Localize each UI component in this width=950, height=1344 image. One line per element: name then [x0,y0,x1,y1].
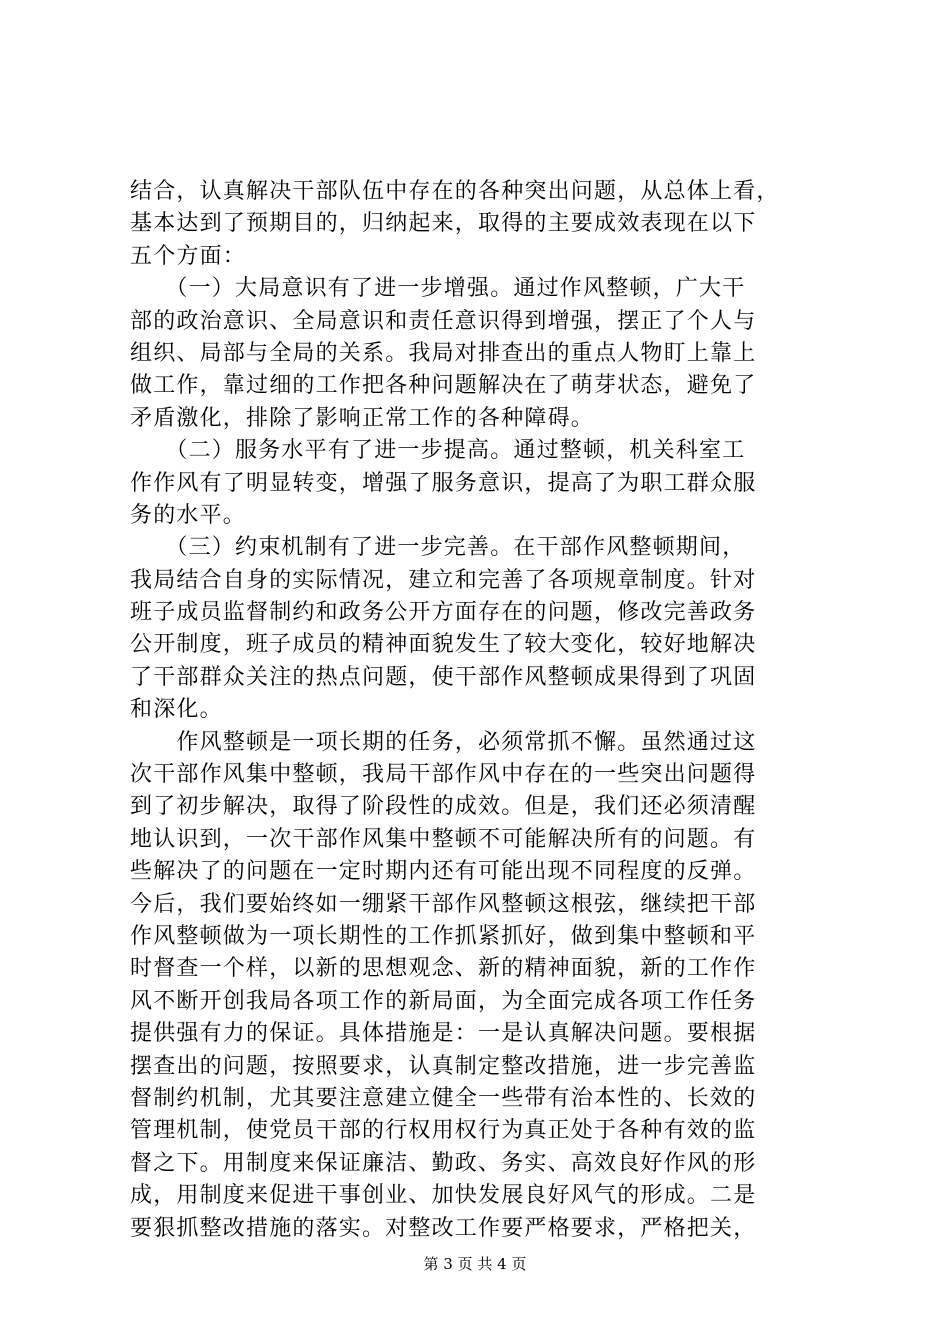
text-line: 今后，我们要始终如一绷紧干部作风整顿这根弦，继续把干部 [130,891,757,917]
text-line: （一）大局意识有了进一步增强。通过作风整顿，广大干 [130,276,746,302]
text-line: 了干部群众关注的热点问题，使干部作风整顿成果得到了巩固 [130,664,757,690]
text-line: 要狠抓整改措施的落实。对整改工作要严格要求，严格把关， [130,1215,757,1241]
text-line: 时督查一个样，以新的思想观念、新的精神面貌，新的工作作 [130,956,757,982]
text-line: 作风整顿是一项长期的任务，必须常抓不懈。虽然通过这 [130,729,757,755]
text-line: 矛盾激化，排除了影响正常工作的各种障碍。 [130,405,595,431]
text-line: 到了初步解决，取得了阶段性的成效。但是，我们还必须清醒 [130,794,757,820]
text-line: 和深化。 [130,697,223,723]
text-line: 作作风有了明显转变，增强了服务意识，提高了为职工群众服 [130,470,757,496]
text-line: 管理机制，使党员干部的行权用权行为真正处于各种有效的监 [130,1118,757,1144]
text-line: 成，用制度来促进干事创业、加快发展良好风气的形成。二是 [130,1183,757,1209]
text-line: 组织、局部与全局的关系。我局对排查出的重点人物盯上靠上 [130,340,757,366]
text-line: （二）服务水平有了进一步提高。通过整顿，机关科室工 [130,438,746,464]
text-line: 提供强有力的保证。具体措施是：一是认真解决问题。要根据 [130,1021,757,1047]
text-line: 督之下。用制度来保证廉洁、勤政、务实、高效良好作风的形 [130,1150,757,1176]
text-line: 公开制度，班子成员的精神面貌发生了较大变化，较好地解决 [130,632,757,658]
body-text [130,176,830,1245]
text-line: 地认识到，一次干部作风集中整顿不可能解决所有的问题。有 [130,826,757,852]
text-line: （三）约束机制有了进一步完善。在干部作风整顿期间， [130,535,746,561]
text-line: 五个方面： [130,243,247,269]
text-line: 摆查出的问题，按照要求，认真制定整改措施，进一步完善监 [130,1053,757,1079]
text-line: 基本达到了预期目的，归纳起来，取得的主要成效表现在以下 [130,211,757,237]
text-line: 我局结合自身的实际情况，建立和完善了各项规章制度。针对 [130,567,757,593]
text-line: 做工作，靠过细的工作把各种问题解决在了萌芽状态，避免了 [130,373,757,399]
text-line: 作风整顿做为一项长期性的工作抓紧抓好，做到集中整顿和平 [130,923,757,949]
text-line: 些解决了的问题在一定时期内还有可能出现不同程度的反弹。 [130,859,757,885]
text-line: 务的水平。 [130,502,247,528]
page-number-footer: 第 3 页 共 4 页 [423,1255,527,1273]
text-line: 部的政治意识、全局意识和责任意识得到增强，摆正了个人与 [130,308,757,334]
text-line: 次干部作风集中整顿，我局干部作风中存在的一些突出问题得 [130,762,757,788]
text-line: 督制约机制，尤其要注意建立健全一些带有治本性的、长效的 [130,1085,757,1111]
text-line: 结合，认真解决干部队伍中存在的各种突出问题，从总体上看， [130,179,780,204]
text-line: 风不断开创我局各项工作的新局面，为全面完成各项工作任务 [130,988,757,1014]
text-line: 班子成员监督制约和政务公开方面存在的问题，修改完善政务 [130,600,757,626]
